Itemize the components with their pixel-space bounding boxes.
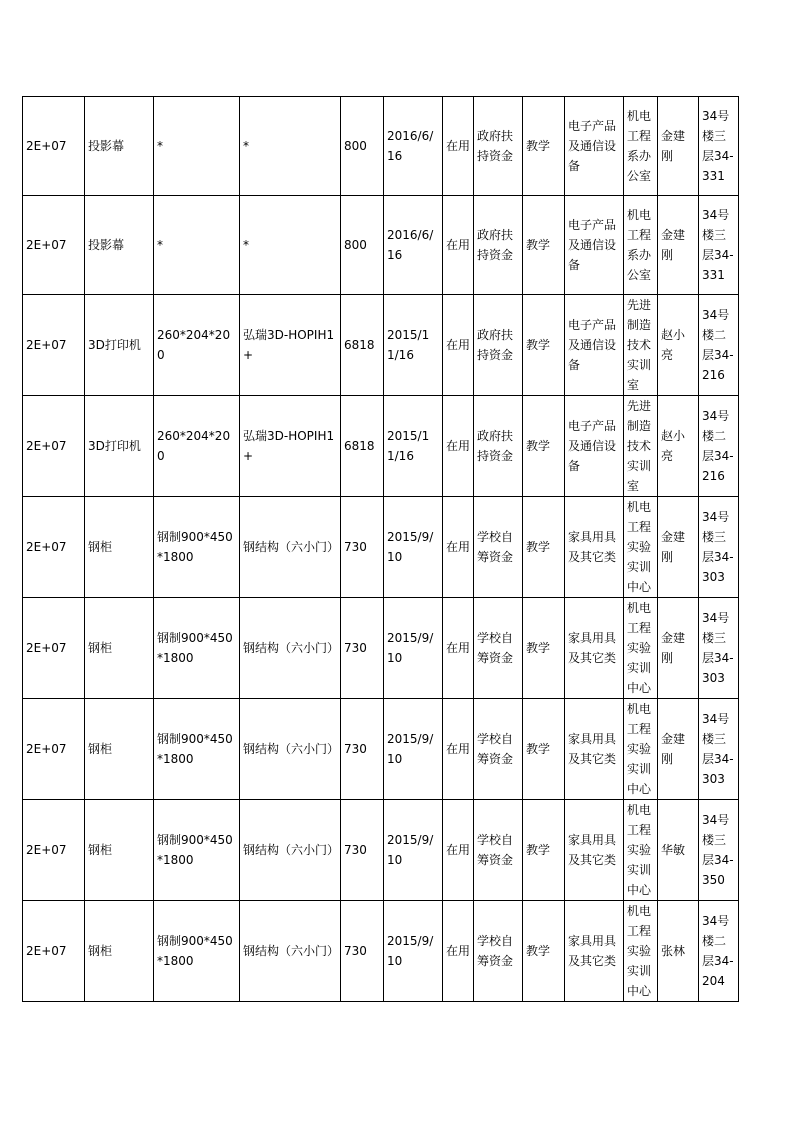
- cell-date: 2016/6/16: [384, 97, 443, 196]
- cell-model: 钢结构（六小门）: [240, 800, 341, 901]
- cell-model: *: [240, 196, 341, 295]
- cell-spec: 260*204*200: [154, 396, 240, 497]
- cell-status: 在用: [443, 598, 474, 699]
- cell-code: 2E+07: [23, 97, 85, 196]
- cell-date: 2015/9/10: [384, 598, 443, 699]
- cell-spec: *: [154, 97, 240, 196]
- cell-dept: 机电工程实验实训中心: [624, 699, 658, 800]
- cell-category: 家具用具及其它类: [565, 598, 624, 699]
- cell-spec: *: [154, 196, 240, 295]
- cell-status: 在用: [443, 901, 474, 1002]
- cell-person: 赵小亮: [658, 396, 699, 497]
- cell-usage: 教学: [523, 497, 565, 598]
- cell-location: 34号楼三层34-350: [699, 800, 739, 901]
- cell-date: 2015/11/16: [384, 295, 443, 396]
- cell-fund: 政府扶持资金: [474, 396, 523, 497]
- cell-date: 2015/9/10: [384, 800, 443, 901]
- cell-person: 张林: [658, 901, 699, 1002]
- cell-category: 家具用具及其它类: [565, 699, 624, 800]
- cell-usage: 教学: [523, 196, 565, 295]
- cell-location: 34号楼二层34-216: [699, 396, 739, 497]
- cell-price: 800: [341, 196, 384, 295]
- table-row: [23, 901, 739, 1002]
- cell-model: 钢结构（六小门）: [240, 497, 341, 598]
- cell-date: 2016/6/16: [384, 196, 443, 295]
- cell-dept: 先进制造技术实训室: [624, 396, 658, 497]
- cell-category: 家具用具及其它类: [565, 497, 624, 598]
- asset-table: [22, 96, 739, 1002]
- cell-spec: 钢制900*450*1800: [154, 497, 240, 598]
- cell-price: 730: [341, 800, 384, 901]
- cell-price: 730: [341, 901, 384, 1002]
- cell-location: 34号楼二层34-204: [699, 901, 739, 1002]
- cell-location: 34号楼三层34-303: [699, 598, 739, 699]
- cell-fund: 学校自筹资金: [474, 497, 523, 598]
- cell-date: 2015/9/10: [384, 699, 443, 800]
- table-row: [23, 396, 739, 497]
- cell-fund: 政府扶持资金: [474, 97, 523, 196]
- cell-price: 730: [341, 699, 384, 800]
- cell-location: 34号楼二层34-216: [699, 295, 739, 396]
- cell-usage: 教学: [523, 598, 565, 699]
- cell-status: 在用: [443, 295, 474, 396]
- cell-price: 800: [341, 97, 384, 196]
- cell-category: 电子产品及通信设备: [565, 196, 624, 295]
- cell-fund: 政府扶持资金: [474, 196, 523, 295]
- cell-model: 钢结构（六小门）: [240, 598, 341, 699]
- cell-category: 电子产品及通信设备: [565, 396, 624, 497]
- cell-person: 赵小亮: [658, 295, 699, 396]
- cell-dept: 机电工程实验实训中心: [624, 901, 658, 1002]
- cell-location: 34号楼三层34-331: [699, 196, 739, 295]
- cell-code: 2E+07: [23, 901, 85, 1002]
- cell-status: 在用: [443, 196, 474, 295]
- cell-location: 34号楼三层34-331: [699, 97, 739, 196]
- cell-category: 家具用具及其它类: [565, 901, 624, 1002]
- cell-status: 在用: [443, 396, 474, 497]
- cell-model: *: [240, 97, 341, 196]
- table-row: [23, 295, 739, 396]
- cell-usage: 教学: [523, 800, 565, 901]
- cell-code: 2E+07: [23, 295, 85, 396]
- cell-dept: 机电工程实验实训中心: [624, 497, 658, 598]
- cell-price: 6818: [341, 295, 384, 396]
- cell-person: 金建刚: [658, 97, 699, 196]
- cell-category: 电子产品及通信设备: [565, 97, 624, 196]
- table-body: [23, 97, 739, 1002]
- cell-price: 6818: [341, 396, 384, 497]
- cell-code: 2E+07: [23, 196, 85, 295]
- cell-location: 34号楼三层34-303: [699, 699, 739, 800]
- cell-name: 3D打印机: [85, 295, 154, 396]
- cell-code: 2E+07: [23, 497, 85, 598]
- table-row: [23, 196, 739, 295]
- cell-dept: 先进制造技术实训室: [624, 295, 658, 396]
- cell-person: 金建刚: [658, 196, 699, 295]
- cell-usage: 教学: [523, 295, 565, 396]
- cell-spec: 钢制900*450*1800: [154, 598, 240, 699]
- cell-fund: 学校自筹资金: [474, 598, 523, 699]
- cell-name: 投影幕: [85, 196, 154, 295]
- cell-model: 钢结构（六小门）: [240, 901, 341, 1002]
- cell-code: 2E+07: [23, 800, 85, 901]
- cell-category: 家具用具及其它类: [565, 800, 624, 901]
- cell-spec: 钢制900*450*1800: [154, 901, 240, 1002]
- cell-spec: 260*204*200: [154, 295, 240, 396]
- cell-name: 钢柜: [85, 699, 154, 800]
- cell-code: 2E+07: [23, 699, 85, 800]
- cell-dept: 机电工程实验实训中心: [624, 800, 658, 901]
- table-row: [23, 97, 739, 196]
- cell-name: 钢柜: [85, 800, 154, 901]
- cell-date: 2015/11/16: [384, 396, 443, 497]
- cell-person: 金建刚: [658, 699, 699, 800]
- cell-code: 2E+07: [23, 396, 85, 497]
- cell-dept: 机电工程系办公室: [624, 196, 658, 295]
- cell-fund: 学校自筹资金: [474, 699, 523, 800]
- cell-status: 在用: [443, 699, 474, 800]
- cell-person: 金建刚: [658, 497, 699, 598]
- cell-usage: 教学: [523, 97, 565, 196]
- cell-fund: 学校自筹资金: [474, 800, 523, 901]
- cell-location: 34号楼三层34-303: [699, 497, 739, 598]
- cell-name: 3D打印机: [85, 396, 154, 497]
- table-row: [23, 800, 739, 901]
- cell-fund: 学校自筹资金: [474, 901, 523, 1002]
- cell-name: 钢柜: [85, 497, 154, 598]
- cell-spec: 钢制900*450*1800: [154, 800, 240, 901]
- cell-status: 在用: [443, 800, 474, 901]
- cell-name: 钢柜: [85, 598, 154, 699]
- cell-model: 弘瑞3D-HOPIH1+: [240, 396, 341, 497]
- cell-person: 金建刚: [658, 598, 699, 699]
- cell-price: 730: [341, 497, 384, 598]
- cell-model: 钢结构（六小门）: [240, 699, 341, 800]
- cell-name: 投影幕: [85, 97, 154, 196]
- cell-dept: 机电工程系办公室: [624, 97, 658, 196]
- table-row: [23, 598, 739, 699]
- cell-usage: 教学: [523, 699, 565, 800]
- cell-price: 730: [341, 598, 384, 699]
- table-row: [23, 497, 739, 598]
- cell-usage: 教学: [523, 396, 565, 497]
- cell-fund: 政府扶持资金: [474, 295, 523, 396]
- cell-usage: 教学: [523, 901, 565, 1002]
- cell-dept: 机电工程实验实训中心: [624, 598, 658, 699]
- cell-status: 在用: [443, 97, 474, 196]
- cell-date: 2015/9/10: [384, 497, 443, 598]
- cell-date: 2015/9/10: [384, 901, 443, 1002]
- cell-model: 弘瑞3D-HOPIH1+: [240, 295, 341, 396]
- table-row: [23, 699, 739, 800]
- cell-name: 钢柜: [85, 901, 154, 1002]
- cell-status: 在用: [443, 497, 474, 598]
- cell-code: 2E+07: [23, 598, 85, 699]
- cell-spec: 钢制900*450*1800: [154, 699, 240, 800]
- cell-person: 华敏: [658, 800, 699, 901]
- cell-category: 电子产品及通信设备: [565, 295, 624, 396]
